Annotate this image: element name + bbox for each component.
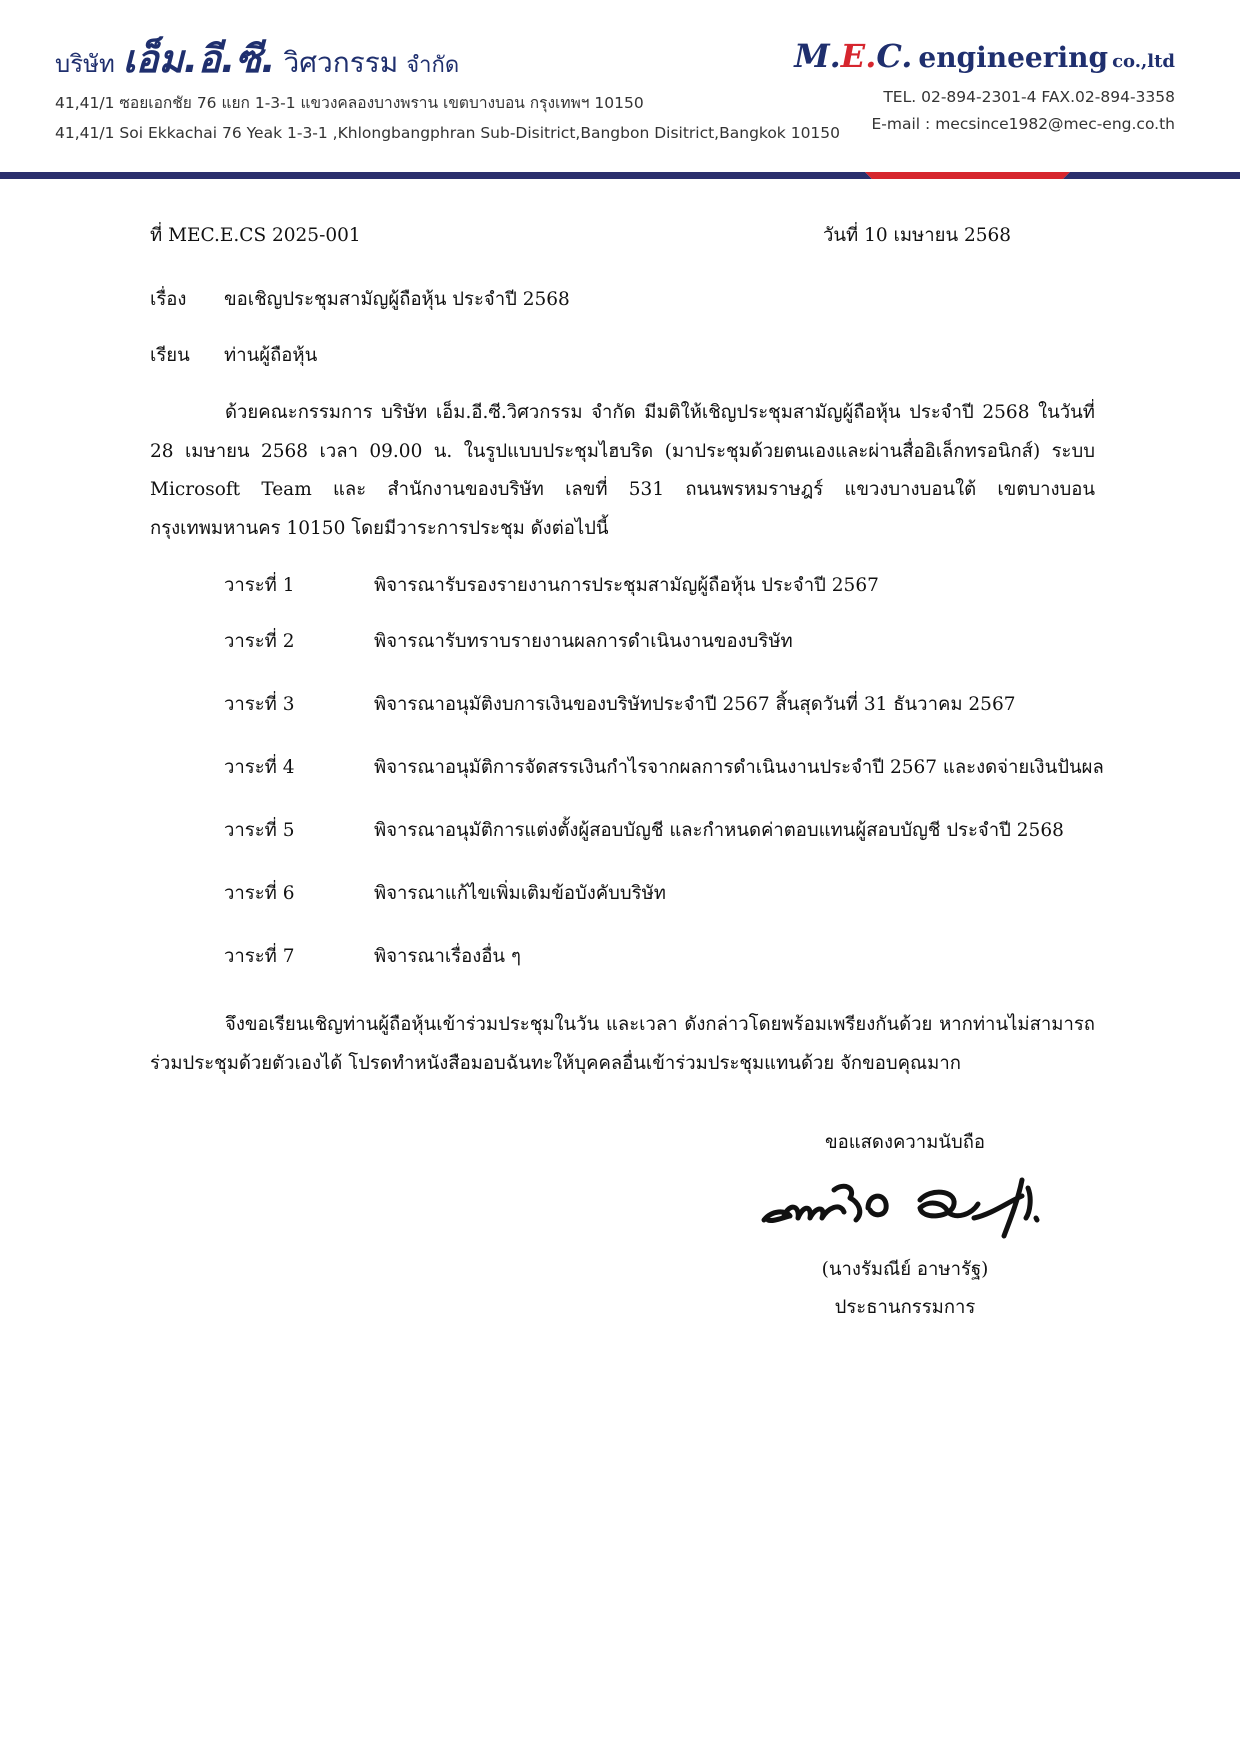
intro-text: ด้วยคณะกรรมการ บริษัท เอ็ม.อี.ซี.วิศวกรรม จำกัด มีมติให้เชิญประชุมสามัญผู้ถือหุ้น ประจำปี 2568 ในวันที่ 28 เมษายน 2568 เวลา 09.00 น. ในรูปแบบประชุมไฮบริด (มาประชุมด้วยตนเองและผ่านสื่ออิเล็กทรอนิกส์) ระบบ Microsoft Team และ สำนักงานของบริษัท เลขที่ 531 ถนนพรหมราษฎร์ แขวงบางบอนใต้ เขตบางบอน กรุงเทพมหานคร 10150 โดยมีวาระการประชุม ดังต่อไปนี้: [150, 402, 1095, 539]
regards: ขอแสดงความนับถือ: [824, 1132, 986, 1153]
phone-fax: TEL. 02-894-2301-4 FAX.02-894-3358: [883, 88, 1175, 106]
agenda-item: [224, 575, 879, 597]
agenda-number: วาระที่ 6: [224, 883, 295, 904]
letterhead-brand: [794, 37, 1175, 138]
letterhead-divider: [0, 170, 1240, 182]
agenda-number: วาระที่ 2: [224, 631, 295, 652]
subject: ขอเชิญประชุมสามัญผู้ถือหุ้น ประจำปี 2568: [224, 289, 570, 310]
agenda-number: วาระที่ 7: [224, 946, 295, 967]
logo-engineering: engineering: [918, 41, 1109, 74]
agenda-number: วาระที่ 1: [224, 575, 295, 596]
agenda-item: [224, 631, 793, 653]
company-name: [55, 37, 835, 81]
closing-text: จึงขอเรียนเชิญท่านผู้ถือหุ้นเข้าร่วมประชุมในวัน และเวลา ดังกล่าวโดยพร้อมเพรียงกันด้วย หากท่านไม่สามารถร่วมประชุมด้วยตัวเองได้ โปรดทำหนังสือมอบฉันทะให้บุคคลอื่นเข้าร่วมประชุมแทนด้วย จักขอบคุณมาก: [150, 1014, 1095, 1074]
subject-label: เรื่อง: [150, 289, 187, 310]
company-prefix: บริษัท: [55, 50, 115, 78]
agenda-item: [224, 946, 521, 968]
company-suffix: จำกัด: [406, 53, 460, 78]
logo-c: C.: [876, 37, 913, 75]
agenda-number: วาระที่ 5: [224, 820, 295, 841]
logo-co: co.,ltd: [1112, 51, 1175, 72]
logo-m: M.: [794, 37, 841, 75]
agenda-text: พิจารณาแก้ไขเพิ่มเติมข้อบังคับบริษัท: [374, 883, 666, 904]
salutation: ท่านผู้ถือหุ้น: [224, 345, 318, 366]
agenda-text: พิจารณาเรื่องอื่น ๆ: [374, 946, 521, 967]
signatory-title: ประธานกรรมการ: [834, 1297, 976, 1318]
reference-number: ที่ MEC.E.CS 2025-001: [150, 225, 361, 246]
letter-date: วันที่ 10 เมษายน 2568: [823, 225, 1012, 246]
company-logo: [794, 37, 1175, 75]
agenda-number: วาระที่ 3: [224, 694, 295, 715]
address-thai: 41,41/1 ซอยเอกชัย 76 แยก 1-3-1 แขวงคลองบางพราน เขตบางบอน กรุงเทพฯ 10150: [55, 94, 644, 112]
salutation-label: เรียน: [150, 345, 190, 366]
agenda-item: [224, 883, 666, 905]
signatory-name: (นางรัมณีย์ อาษารัฐ): [821, 1259, 989, 1280]
company-name-main: วิศวกรรม: [283, 46, 399, 79]
address-english: 41,41/1 Soi Ekkachai 76 Yeak 1-3-1 ,Khlongbangphran Sub-Disitrict,Bangbon Disitrict,Bangkok 10150: [55, 124, 841, 142]
email: E-mail : mecsince1982@mec-eng.co.th: [871, 115, 1175, 133]
agenda-item: [224, 757, 1104, 779]
logo-e: E.: [840, 37, 877, 75]
agenda-text: พิจารณารับทราบรายงานผลการดำเนินงานของบริษัท: [374, 631, 793, 652]
agenda-text: พิจารณารับรองรายงานการประชุมสามัญผู้ถือหุ้น ประจำปี 2567: [374, 575, 879, 596]
signature-icon: [760, 1172, 1050, 1242]
company-brand: เอ็ม.อี.ซี.: [122, 37, 276, 81]
agenda-number: วาระที่ 4: [224, 757, 295, 778]
agenda-text: พิจารณาอนุมัติการแต่งตั้งผู้สอบบัญชี และกำหนดค่าตอบแทนผู้สอบบัญชี ประจำปี 2568: [374, 820, 1064, 841]
agenda-text: พิจารณาอนุมัติงบการเงินของบริษัทประจำปี 2567 สิ้นสุดวันที่ 31 ธันวาคม 2567: [374, 694, 1016, 715]
agenda-item: [224, 694, 1016, 716]
intro-paragraph: [150, 394, 1095, 548]
agenda-text: พิจารณาอนุมัติการจัดสรรเงินกำไรจากผลการดำเนินงานประจำปี 2567 และงดจ่ายเงินปันผล: [374, 757, 1104, 778]
closing-paragraph: [150, 1006, 1095, 1083]
agenda-item: [224, 820, 1064, 842]
letterhead-company: [55, 37, 841, 148]
